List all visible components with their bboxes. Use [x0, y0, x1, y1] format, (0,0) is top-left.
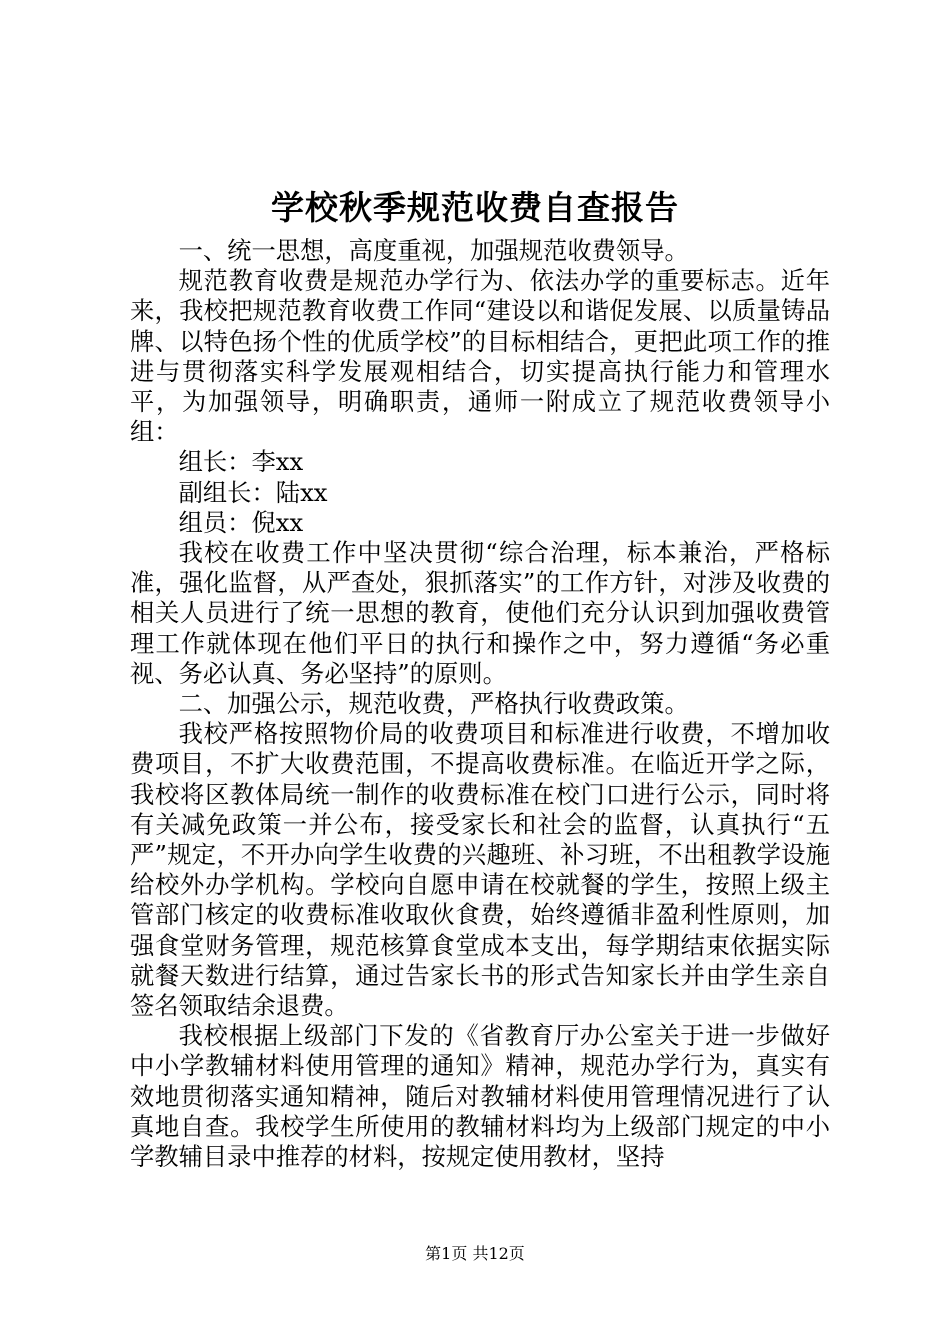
body-paragraph: 规范教育收费是规范办学行为、依法办学的重要标志。近年来，我校把规范教育收费工作同“建设以和谐促发展、以质量铸品牌、以特色扬个性的优质学校”的目标相结合，更把此项工作的推进与贯彻落实科学发展观相结合，切实提高执行能力和管理水平，为加强领导，明确职责，通师一附成立了规范收费领导小组：: [130, 266, 830, 447]
member-line: 组员：倪xx: [178, 507, 304, 537]
document-body: [130, 236, 830, 1172]
section-heading-1: 一、统一思想，高度重视，加强规范收费领导。: [178, 236, 689, 265]
body-paragraph: 我校严格按照物价局的收费项目和标准进行收费，不增加收费项目，不扩大收费范围，不提高收费标准。在临近开学之际，我校将区教体局统一制作的收费标准在校门口进行公示，同时将有关减免政策一并公布，接受家长和社会的监督，认真执行“五严”规定，不开办向学生收费的兴趣班、补习班，不出租教学设施给校外办学机构。学校向自愿申请在校就餐的学生，按照上级主管部门核定的收费标准收取伙食费，始终遵循非盈利性原则，加强食堂财务管理，规范核算食堂成本支出，每学期结束依据实际就餐天数进行结算，通过告家长书的形式告知家长并由学生亲自签名领取结余退费。: [130, 719, 830, 1021]
section-heading-2: 二、加强公示，规范收费，严格执行收费政策。: [178, 689, 689, 719]
document-title: 学校秋季规范收费自查报告: [271, 188, 679, 227]
body-paragraph: 我校在收费工作中坚决贯彻“综合治理，标本兼治，严格标准，强化监督，从严查处，狠抓落实”的工作方针，对涉及收费的相关人员进行了统一思想的教育，使他们充分认识到加强收费管理工作就体现在他们平日的执行和操作之中，努力遵循“务必重视、务必认真、务必坚持”的原则。: [130, 538, 830, 688]
body-paragraph: 我校根据上级部门下发的《省教育厅办公室关于进一步做好中小学教辅材料使用管理的通知》精神，规范办学行为，真实有效地贯彻落实通知精神，随后对教辅材料使用管理情况进行了认真地自查。我校学生所使用的教辅材料均为上级部门规定的中小学教辅目录中推荐的材料，按规定使用教材，坚持: [130, 1021, 830, 1172]
leader-line: 组长：李xx: [178, 447, 304, 477]
deputy-leader-line: 副组长：陆xx: [178, 477, 328, 507]
page-footer: 第1页 共12页: [425, 1244, 525, 1263]
